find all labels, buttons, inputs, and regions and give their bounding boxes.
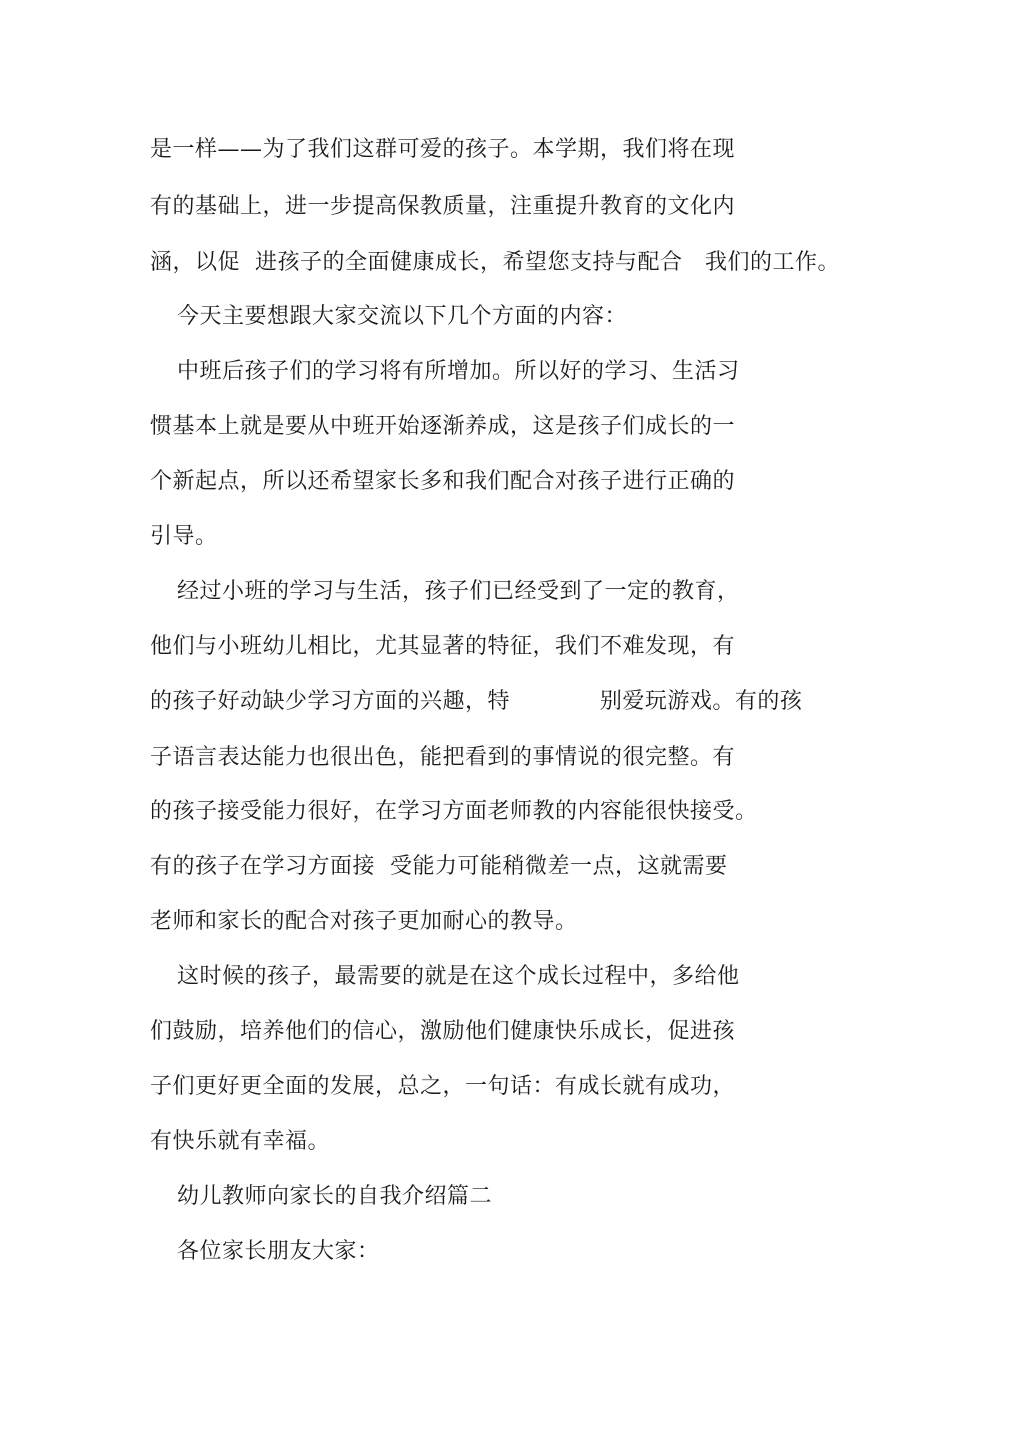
text-line: 有的孩子在学习方面接 受能力可能稍微差一点，这就需要 xyxy=(150,854,728,879)
text-line: 这时候的孩子，最需要的就是在这个成长过程中，多给他 xyxy=(177,964,740,989)
text-line: 的孩子好动缺少学习方面的兴趣，特 别爱玩游戏。有的孩 xyxy=(150,689,803,714)
text-line: 老师和家长的配合对孩子更加耐心的教导。 xyxy=(150,909,578,934)
text-line: 们鼓励，培养他们的信心，激励他们健康快乐成长，促进孩 xyxy=(150,1019,736,1044)
text-line: 今天主要想跟大家交流以下几个方面的内容： xyxy=(177,304,628,329)
text-line: 中班后孩子们的学习将有所增加。所以好的学习、生活习 xyxy=(177,359,740,384)
text-line: 他们与小班幼儿相比，尤其显著的特征，我们不难发现，有 xyxy=(150,634,736,659)
text-line: 引导。 xyxy=(150,524,218,549)
text-line: 子们更好更全面的发展，总之，一句话：有成长就有成功， xyxy=(150,1074,736,1099)
text-line: 涵，以促 进孩子的全面健康成长，希望您支持与配合 我们的工作。 xyxy=(150,250,840,275)
text-line: 各位家长朋友大家： xyxy=(177,1239,380,1264)
text-line: 经过小班的学习与生活，孩子们已经受到了一定的教育， xyxy=(177,579,740,604)
text-line: 是一样——为了我们这群可爱的孩子。本学期，我们将在现 xyxy=(150,137,736,162)
text-line: 的孩子接受能力很好，在学习方面老师教的内容能很快接受。 xyxy=(150,799,758,824)
text-line: 子语言表达能力也很出色，能把看到的事情说的很完整。有 xyxy=(150,745,736,770)
section-heading: 幼儿教师向家长的自我介绍篇二 xyxy=(177,1184,493,1209)
text-line: 有快乐就有幸福。 xyxy=(150,1129,331,1154)
text-line: 有的基础上，进一步提高保教质量，注重提升教育的文化内 xyxy=(150,194,736,219)
text-line: 惯基本上就是要从中班开始逐渐养成，这是孩子们成长的一 xyxy=(150,414,736,439)
text-line: 个新起点，所以还希望家长多和我们配合对孩子进行正确的 xyxy=(150,469,736,494)
